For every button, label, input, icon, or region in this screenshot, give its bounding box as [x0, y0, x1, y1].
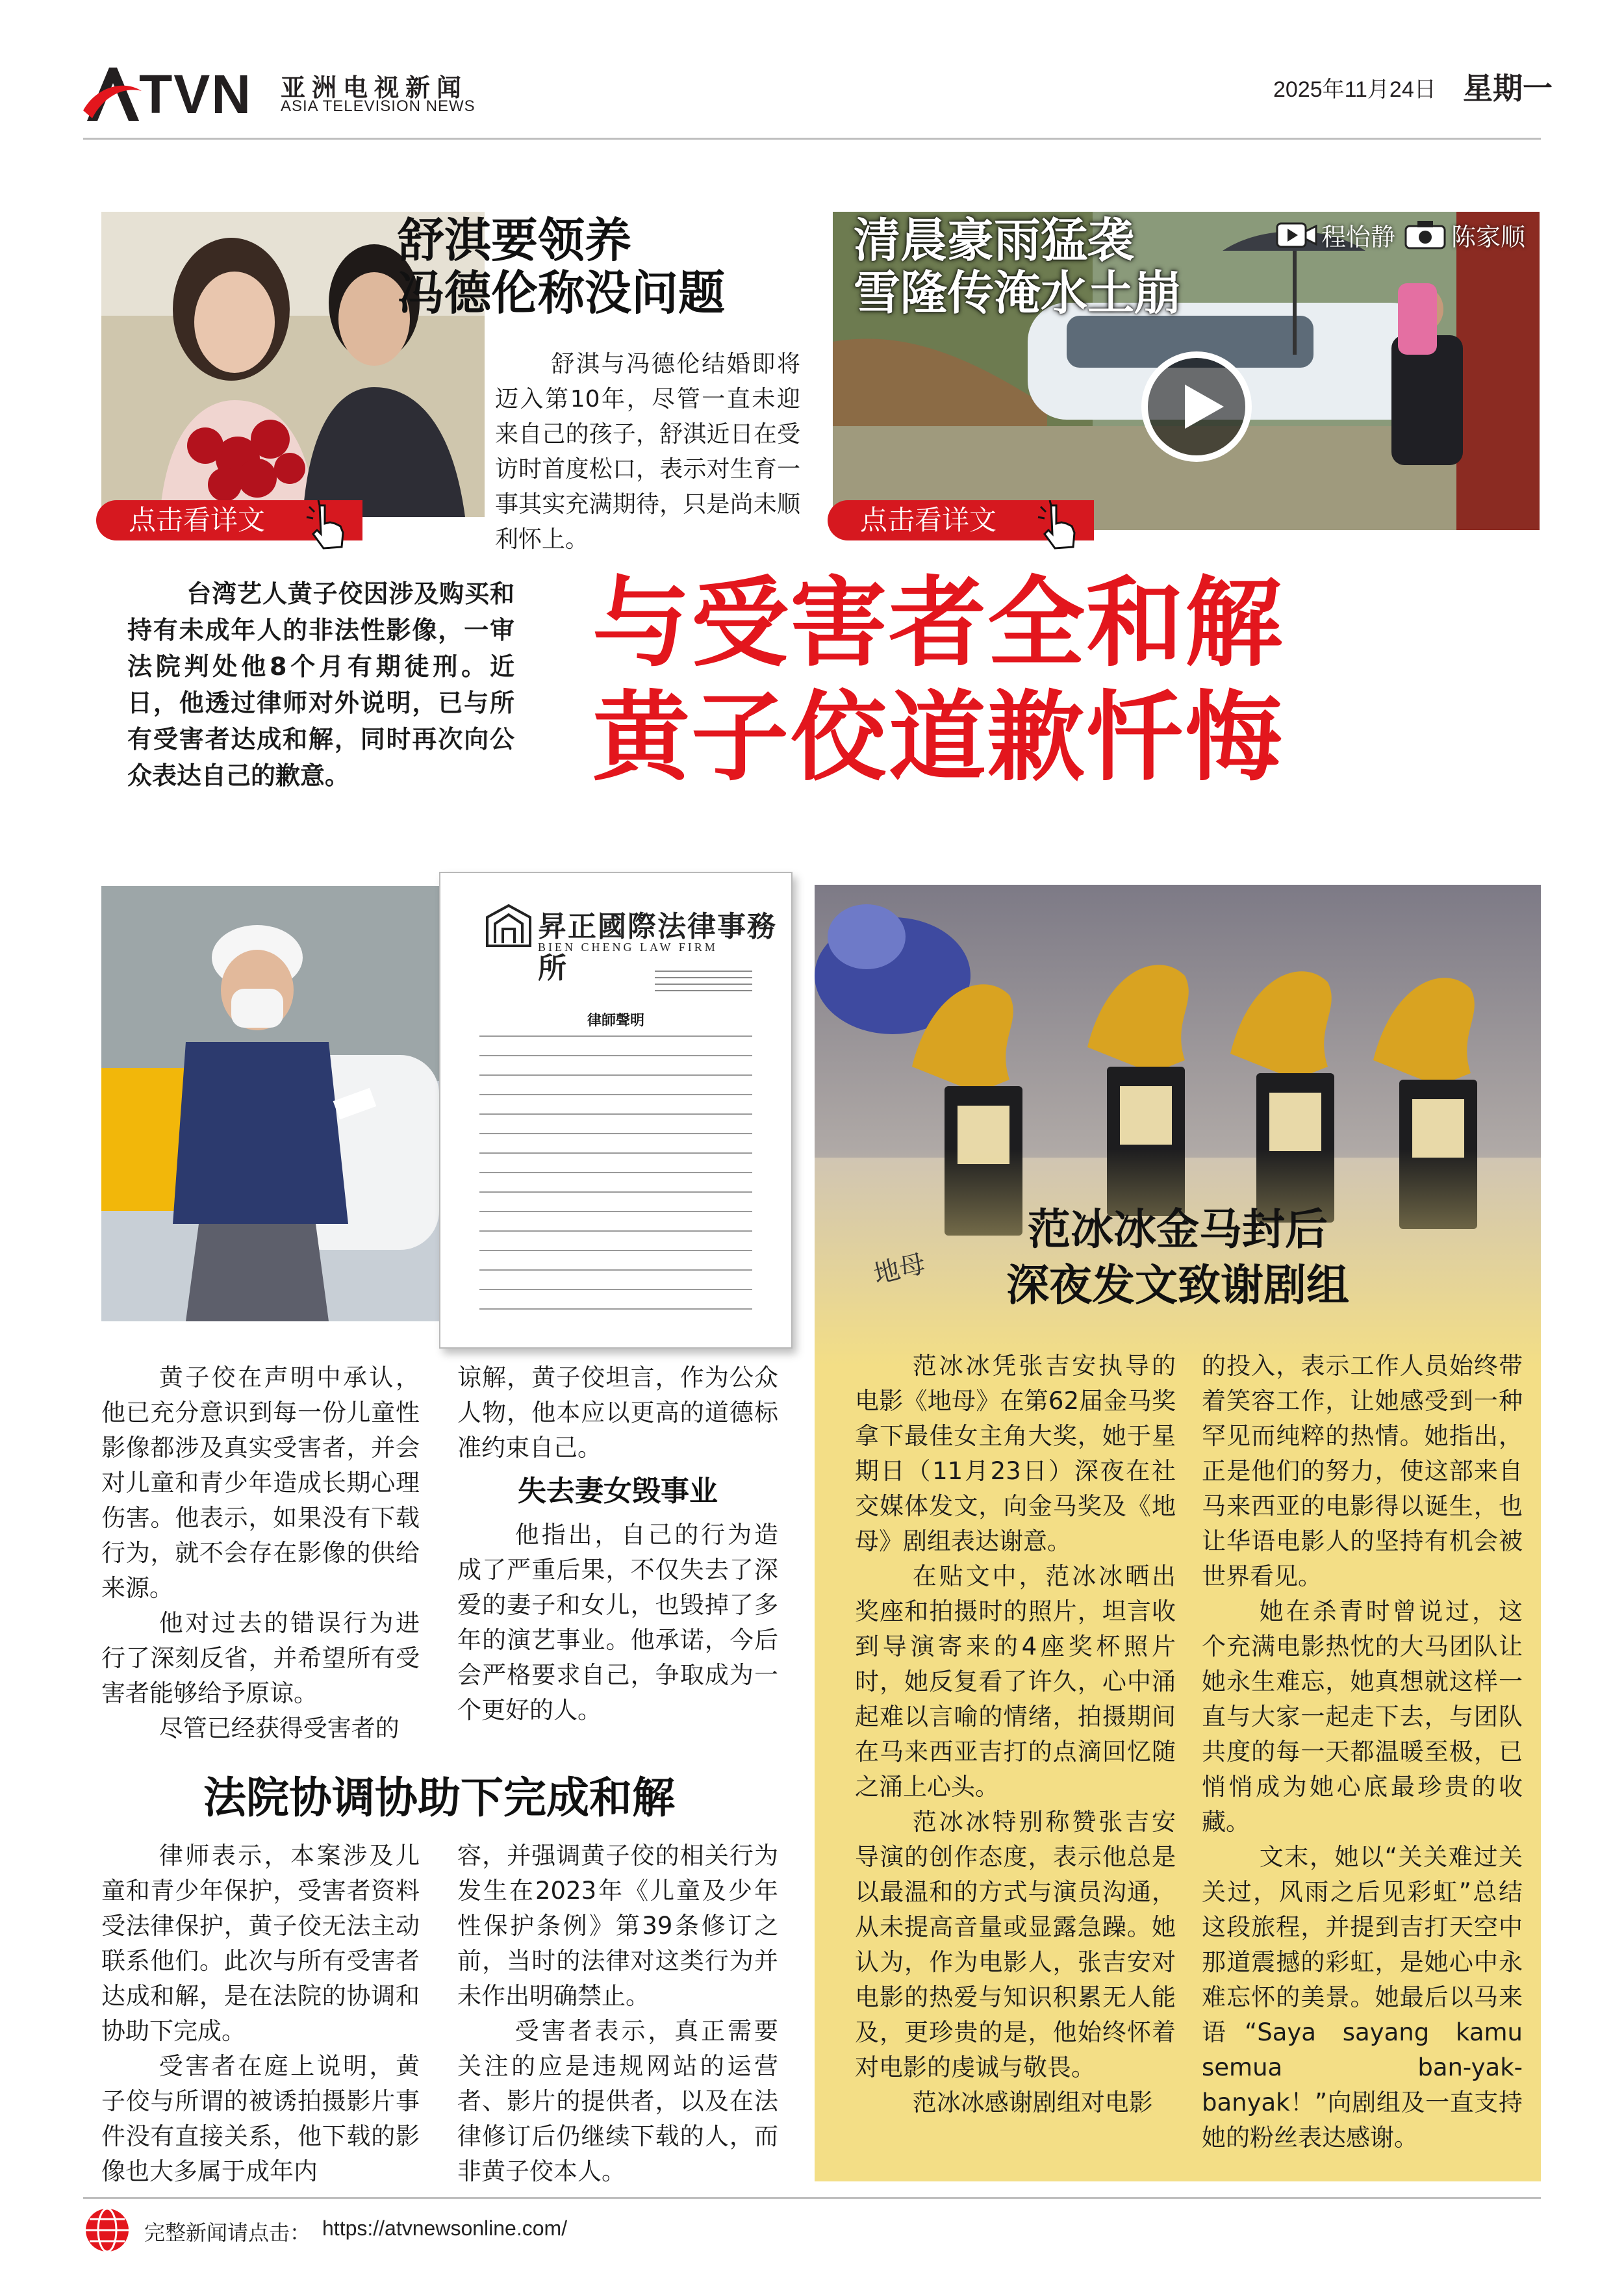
article-subheading: 失去妻女毁事业	[518, 1475, 718, 1508]
fanbingbing-column-1	[855, 1349, 1176, 2120]
article-paragraph: 受害者表示，真正需要关注的应是违规网站的运营者、影片的提供者，以及在法律修订后仍继续下载的人，而非黄子佼本人。	[457, 2017, 778, 2185]
article-column-4	[457, 1838, 778, 2189]
article-paragraph: 黄子佼在声明中承认，他已充分意识到每一份儿童性影像都涉及真实受害者，并会对儿童和青少年造成长期心理伤害。他表示，如果没有下载行为，就不会存在影像的供给来源。	[101, 1364, 420, 1602]
lead-headline-line1: 与受害者全和解	[592, 567, 1284, 680]
law-firm-emblem-icon	[486, 904, 531, 947]
logo-a-swoosh-icon	[83, 65, 143, 123]
footer-divider	[83, 2197, 1541, 2199]
person-illustration	[101, 886, 439, 1321]
article-paragraph: 在贴文中，范冰冰晒出奖座和拍摄时的照片，坦言收到导演寄来的4座奖杯照片时，她反复看了许久，心中涌起难以言喻的情绪，拍摄期间在马来西亚吉打的点滴回忆随之涌上心头。	[855, 1562, 1176, 1801]
shuqi-summary-text: 舒淇与冯德伦结婚即将迈入第10年，尽管一直未迎来自己的孩子，舒淇近日在受访时首度松口，表示对生育一事其实充满期待，只是尚未顺利怀上。	[495, 351, 800, 553]
article-column-3	[101, 1838, 420, 2189]
lead-intro-text: 台湾艺人黄子佼因涉及购买和持有未成年人的非法性影像，一审法院判处他8个月有期徒刑。近日，他透过律师对外说明，已与所有受害者达成和解，同时再次向公众表达自己的歉意。	[127, 579, 514, 790]
fanbingbing-column-2	[1202, 1349, 1523, 2155]
globe-icon	[83, 2206, 131, 2254]
article-subheading-2: 法院协调协助下完成和解	[203, 1773, 675, 1823]
film-title-caption: 地母	[870, 1248, 929, 1290]
hand-pointer-icon	[1035, 500, 1081, 552]
article-column-1	[101, 1360, 420, 1746]
article-paragraph: 容，并强调黄子佼的相关行为发生在2023年《儿童及少年性保护条例》第39条修订之前，当时的法律对这类行为并未作出明确禁止。	[457, 1842, 778, 2010]
shuqi-headline[interactable]	[398, 214, 725, 319]
article-paragraph: 他对过去的错误行为进行了深刻反省，并希望所有受害者能够给予原谅。	[101, 1609, 420, 1707]
article-paragraph: 他指出，自己的行为造成了严重后果，不仅失去了深爱的妻子和女儿，也毁掉了多年的演艺事业。他承诺，今后会严格要求自己，争取成为一个更好的人。	[457, 1521, 778, 1724]
article-paragraph: 谅解，黄子佼坦言，作为公众人物，他本应以更高的道德标准约束自己。	[457, 1364, 778, 1462]
issue-weekday: 星期一	[1463, 71, 1553, 106]
brand-name-cn: 亚洲电视新闻	[281, 73, 468, 102]
huang-zijiao-photo	[101, 886, 439, 1321]
lead-headline-line2: 黄子佼道歉忏悔	[592, 681, 1284, 794]
article-paragraph: 文末，她以“关关难过关关过，风雨之后见彩虹”总结这段旅程，并提到吉打天空中那道震撼的彩虹，是她心中永难忘怀的美景。她最后以马来语“Saya sayang kamu semua ban-yak-banyak！”向剧组及一直支持她的粉丝表达感谢。	[1202, 1843, 1523, 2152]
lead-intro	[127, 576, 514, 794]
article-paragraph: 范冰冰特别称赞张吉安导演的创作态度，表示他总是以最温和的方式与演员沟通，从未提高音量或显露急躁。她认为，作为电影人，张吉安对电影的热爱与知识积累无人能及，更珍贵的是，他始终怀着对电影的虔诚与敬畏。	[855, 1808, 1176, 2081]
footer-website-link[interactable]: https://atvnewsonline.com/	[322, 2216, 568, 2240]
law-firm-name-cn: 昇正國際法律事務所	[538, 910, 777, 985]
play-icon[interactable]	[1181, 382, 1226, 431]
atvn-logo	[83, 65, 265, 123]
article-paragraph: 律师表示，本案涉及儿童和青少年保护，受害者资料受法律保护，黄子佼无法主动联系他们。此次与所有受害者达成和解，是在法院的协调和协助下完成。	[101, 1842, 420, 2045]
law-firm-statement-document	[439, 872, 793, 1349]
article-paragraph: 她在杀青时曾说过，这个充满电影热忱的大马团队让她永生难忘，她真想就这样一直与大家一起走下去，与团队共度的每一天都温暖至极，已悄悄成为她心底最珍贵的收藏。	[1202, 1597, 1523, 1836]
footer-label: 完整新闻请点击：	[144, 2220, 311, 2245]
flood-headline[interactable]	[854, 214, 1181, 319]
shuqi-read-more-label: 点击看详文	[129, 504, 266, 536]
law-firm-name-en: BIEN CHENG LAW FIRM	[538, 941, 718, 954]
shuqi-headline-line2: 冯德伦称没问题	[398, 265, 726, 320]
flood-headline-line1: 清晨豪雨猛袭	[854, 213, 1135, 268]
hand-pointer-icon	[304, 500, 349, 552]
fanbingbing-headline-line2: 深夜发文致谢剧组	[1006, 1260, 1349, 1310]
header-divider	[83, 138, 1541, 140]
article-paragraph: 尽管已经获得受害者的	[159, 1714, 400, 1742]
law-firm-address-block	[655, 971, 752, 997]
article-paragraph: 的投入，表示工作人员始终带着笑容工作，让她感受到一种罕见而纯粹的热情。她指出，正是他们的努力，使这部来自马来西亚的电影得以诞生，也让华语电影人的坚持有机会被世界看见。	[1202, 1352, 1523, 1590]
video-camera-icon	[1276, 220, 1317, 251]
document-title: 律師聲明	[587, 1012, 644, 1029]
article-paragraph: 范冰冰感谢剧组对电影	[912, 2089, 1153, 2116]
article-paragraph: 受害者在庭上说明，黄子佼与所谓的被诱拍摄影片事件没有直接关系，他下载的影像也大多属于成年内	[101, 2052, 420, 2185]
flood-reporter-name: 程怡静	[1321, 223, 1396, 251]
flood-headline-line2: 雪隆传淹水土崩	[854, 265, 1182, 320]
fanbingbing-headline-line1: 范冰冰金马封后	[1028, 1204, 1328, 1254]
shuqi-summary	[495, 347, 800, 557]
camera-icon	[1404, 220, 1446, 251]
issue-date: 2025年11月24日	[1273, 77, 1436, 102]
document-body-lines	[479, 1035, 752, 1321]
brand-name-en: ASIA TELEVISION NEWS	[281, 97, 476, 115]
article-paragraph: 范冰冰凭张吉安执导的电影《地母》在第62届金马奖拿下最佳女主角大奖，她于星期日（11月23日）深夜在社交媒体发文，向金马奖及《地母》剧组表达谢意。	[855, 1352, 1176, 1555]
shuqi-headline-line1: 舒淇要领养	[398, 213, 632, 268]
flood-read-more-label: 点击看详文	[860, 504, 997, 536]
article-column-2	[457, 1360, 778, 1728]
flood-camera-name: 陈家顺	[1451, 223, 1526, 251]
logo-text: TVN	[139, 64, 252, 125]
lead-headline[interactable]	[592, 566, 1284, 795]
fanbingbing-headline[interactable]	[815, 1202, 1541, 1314]
